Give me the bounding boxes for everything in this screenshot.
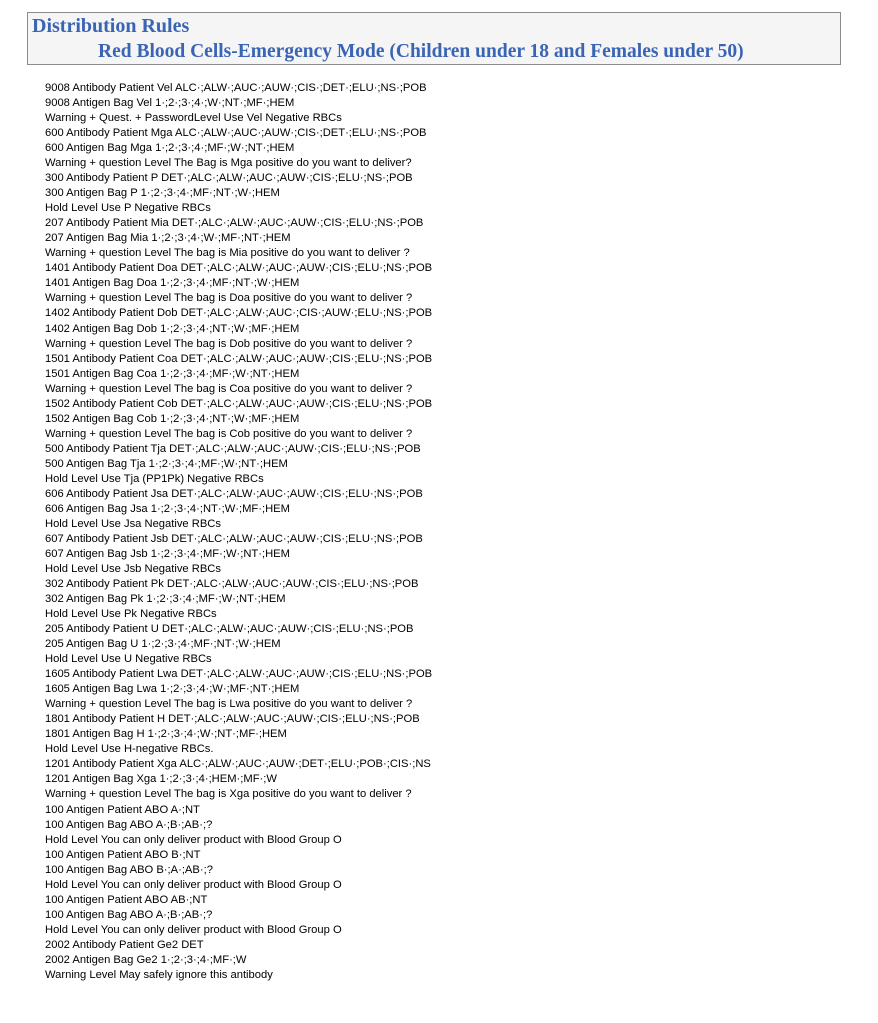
rule-line: 500 Antibody Patient Tja DET·;ALC·;ALW·;AUC·;AUW·;CIS·;ELU·;NS·;POB — [45, 442, 421, 455]
rule-line: 205 Antibody Patient U DET·;ALC·;ALW·;AUC·;AUW·;CIS·;ELU·;NS·;POB — [45, 623, 414, 636]
rule-line: Warning + question Level The bag is Xga positive do you want to deliver ? — [45, 788, 412, 801]
rule-line: 1501 Antigen Bag Coa 1·;2·;3·;4·;MF·;W·;NT·;HEM — [45, 367, 300, 380]
rule-line: 1401 Antigen Bag Doa 1·;2·;3·;4·;MF·;NT·;W·;HEM — [45, 277, 300, 290]
rule-line: 1501 Antibody Patient Coa DET·;ALC·;ALW·;AUC·;AUW·;CIS·;ELU·;NS·;POB — [45, 352, 433, 365]
rule-line: 9008 Antibody Patient Vel ALC·;ALW·;AUC·;AUW·;CIS·;DET·;ELU·;NS·;POB — [45, 82, 427, 94]
rule-line: 300 Antibody Patient P DET·;ALC·;ALW·;AUC·;AUW·;CIS·;ELU·;NS·;POB — [45, 172, 413, 185]
rule-line: Hold Level You can only deliver product with Blood Group O — [45, 923, 342, 936]
rule-line: Hold Level You can only deliver product with Blood Group O — [45, 833, 342, 846]
rule-line: Warning Level May safely ignore this antibody — [45, 968, 273, 981]
rule-line: 100 Antigen Patient ABO B·;NT — [45, 848, 201, 861]
rule-line: Hold Level Use Tja (PP1Pk) Negative RBCs — [45, 472, 264, 485]
rule-line: Warning + question Level The bag is Dob positive do you want to deliver ? — [45, 337, 413, 350]
rule-line: 2002 Antibody Patient Ge2 DET — [45, 938, 204, 951]
rule-line: 9008 Antigen Bag Vel 1·;2·;3·;4·;W·;NT·;MF·;HEM — [45, 97, 295, 110]
rule-line: Warning + question Level The bag is Mia positive do you want to deliver ? — [45, 247, 410, 260]
rule-line: 607 Antibody Patient Jsb DET·;ALC·;ALW·;AUC·;AUW·;CIS·;ELU·;NS·;POB — [45, 532, 423, 545]
rule-line: 100 Antigen Patient ABO A·;NT — [45, 803, 200, 816]
rule-line: Hold Level Use Pk Negative RBCs — [45, 608, 217, 621]
rules-list — [45, 81, 432, 983]
rule-line: 1401 Antibody Patient Doa DET·;ALC·;ALW·;AUC·;AUW·;CIS·;ELU·;NS·;POB — [45, 262, 433, 275]
header-box — [27, 12, 841, 65]
rule-line: 607 Antigen Bag Jsb 1·;2·;3·;4·;MF·;W·;NT·;HEM — [45, 547, 290, 560]
rule-line: 1402 Antigen Bag Dob 1·;2·;3·;4·;NT·;W·;MF·;HEM — [45, 322, 300, 335]
rule-line: Hold Level Use Jsa Negative RBCs — [45, 517, 221, 530]
rule-line: Warning + question Level The bag is Doa positive do you want to deliver ? — [45, 292, 413, 305]
rule-line: 100 Antigen Patient ABO AB·;NT — [45, 893, 208, 906]
rule-line: Hold Level Use H-negative RBCs. — [45, 743, 214, 756]
rule-line: 600 Antibody Patient Mga ALC·;ALW·;AUC·;AUW·;CIS·;DET·;ELU·;NS·;POB — [45, 127, 427, 140]
rule-line: Hold Level Use P Negative RBCs — [45, 202, 211, 215]
rule-line: 207 Antibody Patient Mia DET·;ALC·;ALW·;AUC·;AUW·;CIS·;ELU·;NS·;POB — [45, 217, 424, 230]
rule-line: 300 Antigen Bag P 1·;2·;3·;4·;MF·;NT·;W·;HEM — [45, 187, 280, 200]
page-subtitle: Red Blood Cells-Emergency Mode (Children under 18 and Females under 50) — [98, 41, 744, 62]
rule-line: 1502 Antibody Patient Cob DET·;ALC·;ALW·;AUC·;AUW·;CIS·;ELU·;NS·;POB — [45, 397, 433, 410]
rule-line: Hold Level Use Jsb Negative RBCs — [45, 563, 221, 575]
rule-line: 1801 Antibody Patient H DET·;ALC·;ALW·;AUC·;AUW·;CIS·;ELU·;NS·;POB — [45, 713, 420, 726]
rule-line: 1502 Antigen Bag Cob 1·;2·;3·;4·;NT·;W·;MF·;HEM — [45, 412, 300, 425]
rule-line: 606 Antibody Patient Jsa DET·;ALC·;ALW·;AUC·;AUW·;CIS·;ELU·;NS·;POB — [45, 487, 423, 500]
rule-line: Warning + question Level The bag is Coa positive do you want to deliver ? — [45, 382, 413, 395]
rule-line: 207 Antigen Bag Mia 1·;2·;3·;4·;W·;MF·;NT·;HEM — [45, 232, 291, 245]
rule-line: 100 Antigen Bag ABO A·;B·;AB·;? — [45, 818, 213, 831]
rule-line: Hold Level Use U Negative RBCs — [45, 653, 212, 666]
rule-line: 100 Antigen Bag ABO A·;B·;AB·;? — [45, 908, 213, 921]
rule-line: 500 Antigen Bag Tja 1·;2·;3·;4·;MF·;W·;NT·;HEM — [45, 457, 288, 470]
rule-line: 1605 Antigen Bag Lwa 1·;2·;3·;4·;W·;MF·;NT·;HEM — [45, 683, 300, 696]
rule-line: 302 Antigen Bag Pk 1·;2·;3·;4·;MF·;W·;NT·;HEM — [45, 593, 286, 606]
rule-line: 2002 Antigen Bag Ge2 1·;2·;3·;4·;MF·;W — [45, 953, 247, 966]
rule-line: 606 Antigen Bag Jsa 1·;2·;3·;4·;NT·;W·;MF·;HEM — [45, 502, 290, 515]
rule-line: 1402 Antibody Patient Dob DET·;ALC·;ALW·;AUC·;CIS·;AUW·;ELU·;NS·;POB — [45, 307, 433, 320]
rule-line: 205 Antigen Bag U 1·;2·;3·;4·;MF·;NT·;W·;HEM — [45, 638, 281, 651]
rule-line: 100 Antigen Bag ABO B·;A·;AB·;? — [45, 863, 213, 876]
rule-line: Warning + question Level The bag is Lwa positive do you want to deliver ? — [45, 698, 413, 711]
rule-line: 1801 Antigen Bag H 1·;2·;3·;4·;W·;NT·;MF·;HEM — [45, 728, 287, 741]
rule-line: Warning + question Level The Bag is Mga positive do you want to deliver? — [45, 157, 412, 170]
rule-line: Warning + question Level The bag is Cob positive do you want to deliver ? — [45, 427, 413, 440]
rule-line: 1201 Antibody Patient Xga ALC·;ALW·;AUC·;AUW·;DET·;ELU·;POB·;CIS·;NS — [45, 758, 431, 771]
rule-line: 1605 Antibody Patient Lwa DET·;ALC·;ALW·;AUC·;AUW·;CIS·;ELU·;NS·;POB — [45, 668, 433, 681]
rule-line: 1201 Antigen Bag Xga 1·;2·;3·;4·;HEM·;MF·;W — [45, 773, 277, 786]
rule-line: 302 Antibody Patient Pk DET·;ALC·;ALW·;AUC·;AUW·;CIS·;ELU·;NS·;POB — [45, 578, 419, 591]
rule-line: Warning + Quest. + PasswordLevel Use Vel Negative RBCs — [45, 112, 342, 125]
rule-line: Hold Level You can only deliver product with Blood Group O — [45, 878, 342, 891]
page-title: Distribution Rules — [32, 15, 190, 37]
rule-line: 600 Antigen Bag Mga 1·;2·;3·;4·;MF·;W·;NT·;HEM — [45, 142, 295, 155]
